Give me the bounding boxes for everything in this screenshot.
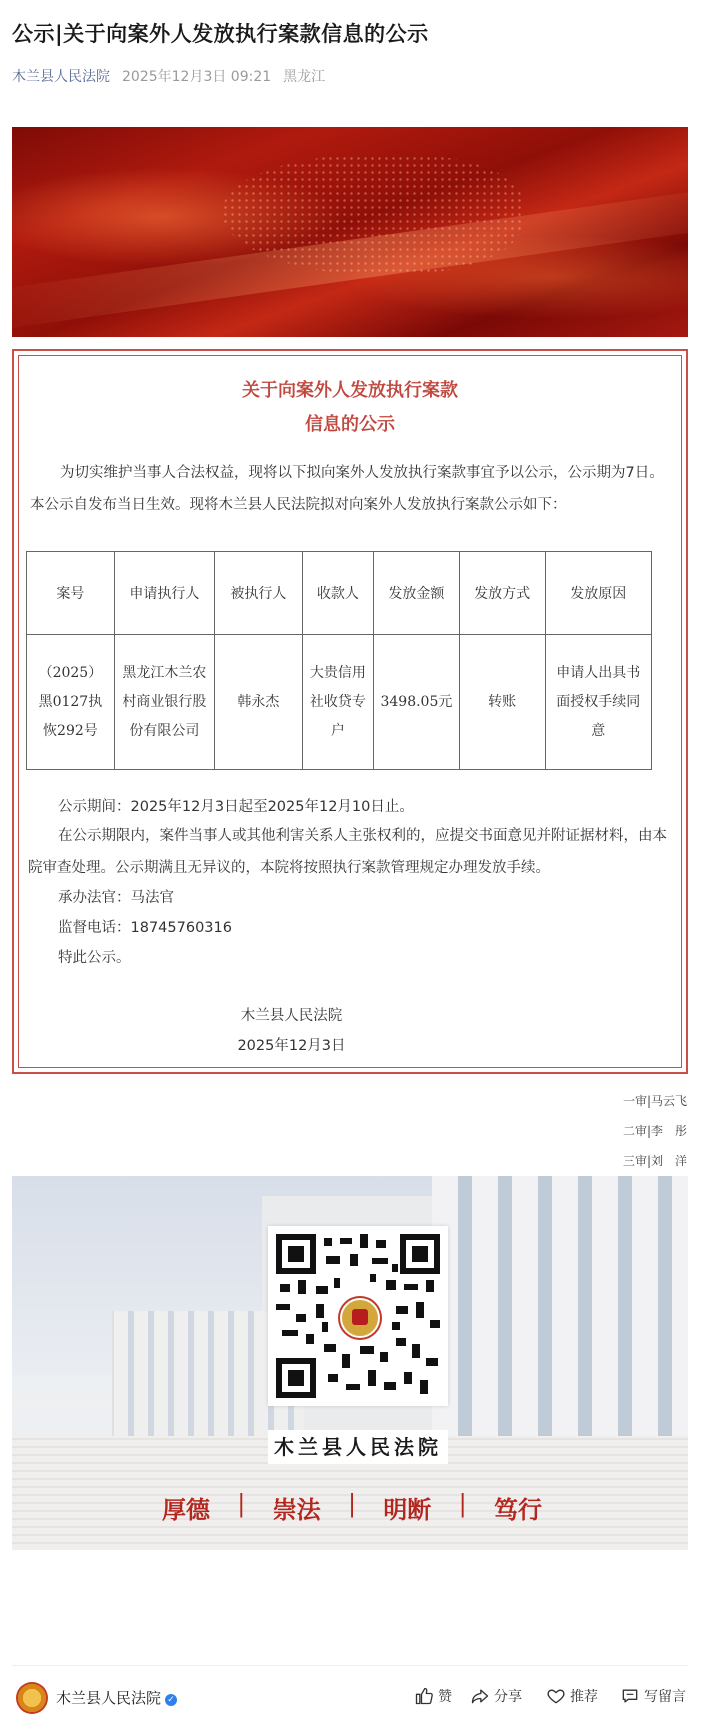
thumbs-up-icon: [414, 1686, 434, 1706]
account-name-label: 木兰县人民法院: [56, 1689, 162, 1707]
verified-icon: ✓: [165, 1694, 177, 1706]
poster-court-name: 木兰县人民法院: [268, 1430, 448, 1464]
header-amount: 发放金额: [374, 552, 460, 635]
motto-separator: |: [237, 1490, 246, 1518]
cell-case-number: （2025）黑0127执恢292号: [27, 635, 115, 770]
notice-period: 公示期间：2025年12月3日起至2025年12月10日止。: [58, 799, 414, 815]
motto-word-2: 崇法: [272, 1495, 321, 1524]
table-header-row: [27, 552, 652, 635]
notice-closing: 特此公示。: [58, 950, 131, 966]
cell-reason: 申请人出具书面授权手续同意: [545, 635, 651, 770]
like-label: 赞: [438, 1689, 452, 1705]
like-button[interactable]: [414, 1686, 452, 1706]
header-payee: 收款人: [302, 552, 373, 635]
motto-word-1: 厚德: [162, 1495, 210, 1524]
signature-org: 木兰县人民法院: [240, 1008, 343, 1024]
cell-applicant: 黑龙江木兰农村商业银行股份有限公司: [114, 635, 214, 770]
header-banner-image: [12, 127, 688, 337]
motto-separator: |: [347, 1490, 357, 1518]
reviewer-second: 二审|李 彤: [622, 1124, 687, 1138]
signature-date: 2025年12月3日: [237, 1038, 346, 1054]
bottom-action-bar: [0, 1672, 703, 1728]
publish-datetime: 2025年12月3日 09:21: [122, 69, 272, 85]
comment-button[interactable]: [620, 1686, 686, 1706]
header-applicant: 申请执行人: [114, 552, 214, 635]
qr-code[interactable]: [268, 1226, 448, 1406]
notice-title-line2: 信息的公示: [305, 414, 395, 435]
reviewer-first: 一审|马云飞: [622, 1094, 687, 1108]
article-title: 公示|关于向案外人发放执行案款信息的公示: [12, 22, 429, 46]
cell-payee: 大贵信用社收贷专户: [302, 635, 373, 770]
cell-amount: 3498.05元: [374, 635, 460, 770]
notice-judge: 承办法官：马法官: [58, 890, 174, 906]
notice-title-line1: 关于向案外人发放执行案款: [242, 380, 458, 401]
recommend-button[interactable]: [546, 1686, 598, 1706]
case-table: [26, 551, 652, 770]
notice-objection: 在公示期限内，案件当事人或其他利害关系人主张权利的，应提交书面意见并附证据材料，由本院审查处理。公示期满且无异议的，本院将按照执行案款管理规定办理发放手续。: [28, 828, 667, 876]
notice-phone: 监督电话：18745760316: [58, 920, 232, 936]
heart-icon: [546, 1686, 566, 1706]
recommend-label: 推荐: [570, 1689, 598, 1705]
motto-separator: |: [458, 1490, 467, 1518]
court-motto: [162, 1490, 542, 1525]
share-icon: [470, 1686, 490, 1706]
comment-label: 写留言: [644, 1689, 686, 1705]
cell-method: 转账: [459, 635, 545, 770]
table-row: [27, 635, 652, 770]
article-meta: [12, 66, 325, 86]
cell-respondent: 韩永杰: [215, 635, 303, 770]
header-reason: 发放原因: [545, 552, 651, 635]
comment-icon: [620, 1686, 640, 1706]
header-respondent: 被执行人: [215, 552, 303, 635]
header-method: 发放方式: [459, 552, 545, 635]
publish-location: 黑龙江: [283, 69, 326, 85]
bottom-divider: [12, 1665, 688, 1666]
court-emblem-icon: [340, 1298, 380, 1338]
motto-word-4: 笃行: [493, 1495, 542, 1524]
motto-word-3: 明断: [383, 1495, 432, 1524]
share-label: 分享: [494, 1689, 522, 1705]
share-button[interactable]: [470, 1686, 522, 1706]
reviewer-third: 三审|刘 洋: [622, 1154, 687, 1168]
notice-intro: 为切实维护当事人合法权益，现将以下拟向案外人发放执行案款事宜予以公示，公示期为7日。本公示自发布当日生效。现将木兰县人民法院拟对向案外人发放执行案款公示如下：: [30, 465, 664, 513]
account-avatar[interactable]: [16, 1682, 48, 1714]
account-name[interactable]: [56, 1687, 177, 1708]
header-case-number: 案号: [27, 552, 115, 635]
author-link[interactable]: 木兰县人民法院: [12, 69, 110, 85]
court-poster-image: [12, 1176, 688, 1550]
